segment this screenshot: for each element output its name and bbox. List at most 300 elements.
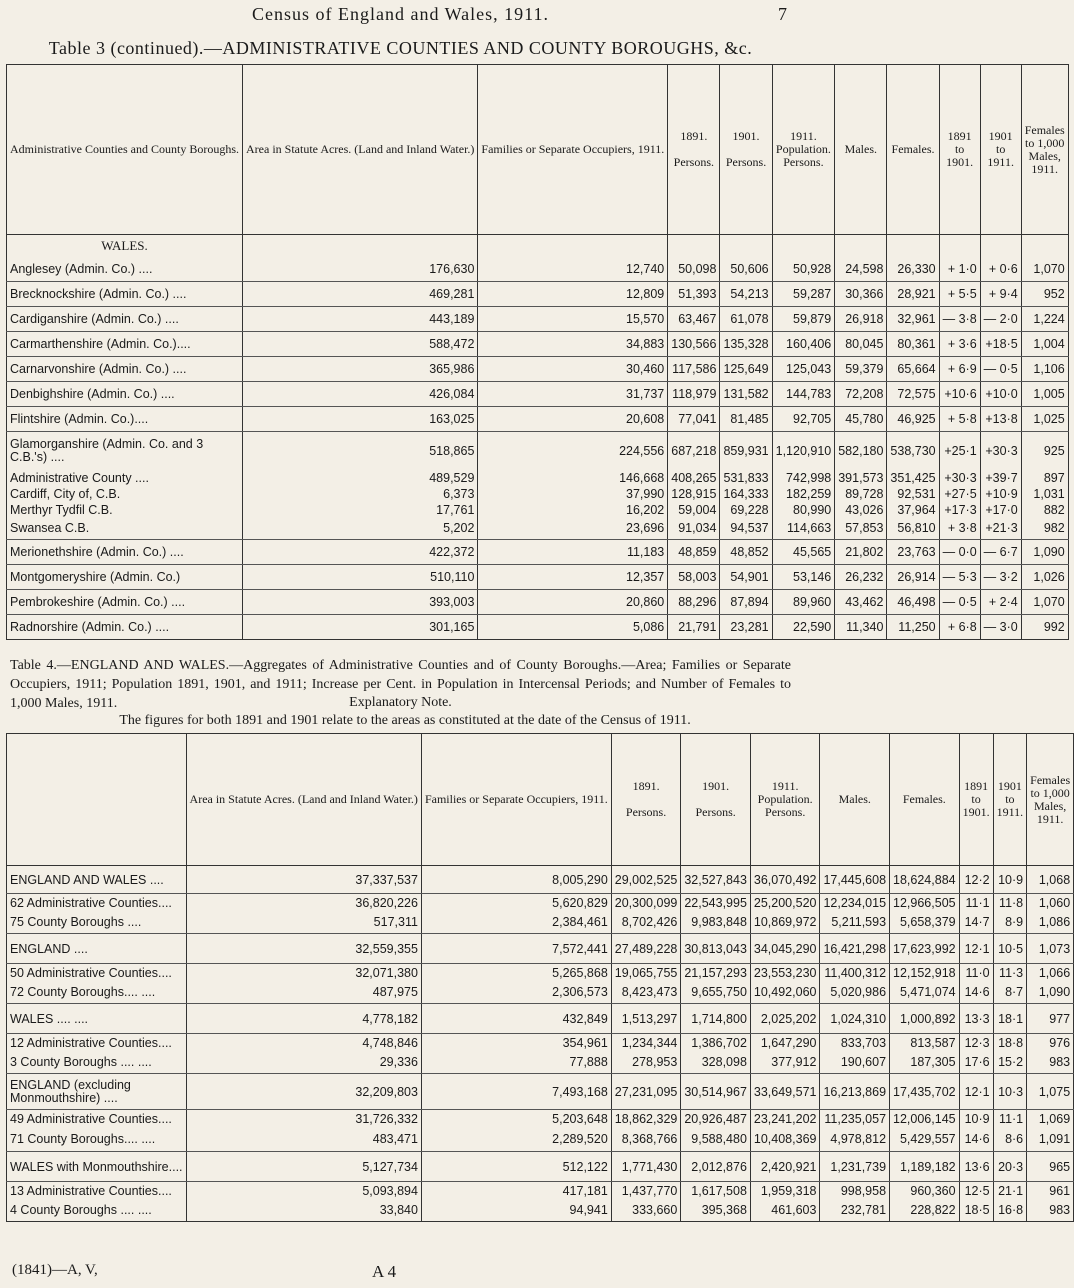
cell-value: 1,075 (1027, 1074, 1074, 1110)
cell-value: 117,586 (668, 357, 720, 382)
table-row (7, 486, 1069, 502)
cell-value: +10·6 (939, 382, 980, 407)
row-label: 13 Administrative Counties.... (7, 1182, 187, 1200)
cell-value: 10·9 (993, 866, 1027, 894)
cell-value: 20·3 (993, 1152, 1027, 1182)
cell-value: 469,281 (243, 282, 478, 307)
cell-value: 23,281 (720, 615, 772, 640)
cell-value: 2,012,876 (681, 1152, 751, 1182)
cell-value: 59,379 (835, 357, 887, 382)
cell-value: 144,783 (772, 382, 835, 407)
cell-value: 130,566 (668, 332, 720, 357)
cell-value: 34,883 (478, 332, 668, 357)
cell-value: 32,961 (887, 307, 939, 332)
row-label: 50 Administrative Counties.... (7, 964, 187, 982)
cell-value: 1,004 (1021, 332, 1068, 357)
table-row (7, 1152, 1074, 1182)
cell-value: 10·5 (993, 934, 1027, 964)
table4 (6, 733, 1074, 1222)
cell-value: 164,333 (720, 486, 772, 502)
table-row (7, 357, 1069, 382)
cell-value: 228,822 (890, 1200, 960, 1222)
cell-value: +30·3 (980, 432, 1021, 470)
row-label: ENGLAND AND WALES .... (7, 866, 187, 894)
cell-value: 8·7 (993, 982, 1027, 1004)
cell-value: 10·9 (959, 1110, 993, 1128)
cell-value: 135,328 (720, 332, 772, 357)
cell-value: 897 (1021, 470, 1068, 486)
cell-value: 11·1 (959, 894, 993, 912)
cell-value: 328,098 (681, 1052, 751, 1074)
cell-value: 1,224 (1021, 307, 1068, 332)
cell-value: 14·6 (959, 982, 993, 1004)
cell-value: 114,663 (772, 518, 835, 540)
cell-value: 2,306,573 (421, 982, 611, 1004)
row-label: Denbighshire (Admin. Co.) .... (7, 382, 243, 407)
cell-value: — 0·5 (939, 590, 980, 615)
cell-value: 10,492,060 (750, 982, 820, 1004)
cell-value: 2,420,921 (750, 1152, 820, 1182)
table-row (7, 1110, 1074, 1128)
cell-value: 510,110 (243, 565, 478, 590)
cell-value: 21,157,293 (681, 964, 751, 982)
cell-value: +17·0 (980, 502, 1021, 518)
table-row (7, 540, 1069, 565)
cell-value: 17,623,992 (890, 934, 960, 964)
cell-value: 1,091 (1027, 1128, 1074, 1152)
cell-value: 5,265,868 (421, 964, 611, 982)
table-row (7, 282, 1069, 307)
cell-value: 11,400,312 (820, 964, 890, 982)
cell-value: 2,289,520 (421, 1128, 611, 1152)
cell-value: 45,565 (772, 540, 835, 565)
cell-value: 354,961 (421, 1034, 611, 1052)
cell-value: 278,953 (611, 1052, 681, 1074)
cell-value: 976 (1027, 1034, 1074, 1052)
cell-value: 118,979 (668, 382, 720, 407)
cell-value: 11·1 (993, 1110, 1027, 1128)
t4-head-p2: 1901 to 1911. (993, 734, 1027, 866)
row-label: 49 Administrative Counties.... (7, 1110, 187, 1128)
cell-value: 30,813,043 (681, 934, 751, 964)
cell-value: 1,066 (1027, 964, 1074, 982)
cell-value: 72,575 (887, 382, 939, 407)
cell-value: — 0·5 (980, 357, 1021, 382)
table-row (7, 470, 1069, 486)
cell-value: 23,763 (887, 540, 939, 565)
cell-value: 16,202 (478, 502, 668, 518)
cell-value: +39·7 (980, 470, 1021, 486)
cell-value: 23,241,202 (750, 1110, 820, 1128)
cell-value: 1,231,739 (820, 1152, 890, 1182)
row-label: Administrative County .... (7, 470, 243, 486)
row-label: Flintshire (Admin. Co.).... (7, 407, 243, 432)
cell-value: 87,894 (720, 590, 772, 615)
cell-value: 859,931 (720, 432, 772, 470)
table-row (7, 432, 1069, 470)
t3-head-area: Area in Statute Acres. (Land and Inland Water.) (243, 65, 478, 235)
cell-value: 687,218 (668, 432, 720, 470)
table-row (7, 565, 1069, 590)
cell-value: 125,043 (772, 357, 835, 382)
cell-value: + 2·4 (980, 590, 1021, 615)
cell-value: 983 (1027, 1200, 1074, 1222)
cell-value: — 2·0 (980, 307, 1021, 332)
cell-value: 63,467 (668, 307, 720, 332)
cell-value: 146,668 (478, 470, 668, 486)
cell-value: 14·7 (959, 912, 993, 934)
t3-head-1901: 1901. Persons. (720, 65, 772, 235)
table-row (7, 1200, 1074, 1222)
cell-value: +21·3 (980, 518, 1021, 540)
row-label: 75 County Boroughs .... (7, 912, 187, 934)
cell-value: 32,559,355 (186, 934, 421, 964)
cell-value: 31,737 (478, 382, 668, 407)
cell-value: 34,045,290 (750, 934, 820, 964)
cell-value: +27·5 (939, 486, 980, 502)
cell-value: 190,607 (820, 1052, 890, 1074)
row-label: Glamorganshire (Admin. Co. and 3 C.B.'s) .... (7, 432, 243, 470)
cell-value: 5,658,379 (890, 912, 960, 934)
cell-value: 12,809 (478, 282, 668, 307)
cell-value: 4,778,182 (186, 1004, 421, 1034)
cell-value: 80,990 (772, 502, 835, 518)
cell-value: 4,748,846 (186, 1034, 421, 1052)
cell-value: 992 (1021, 615, 1068, 640)
cell-value: 20,608 (478, 407, 668, 432)
cell-value: 18·1 (993, 1004, 1027, 1034)
cell-value: — 3·8 (939, 307, 980, 332)
cell-value: 12·3 (959, 1034, 993, 1052)
cell-value: 1,031 (1021, 486, 1068, 502)
cell-value: 8,005,290 (421, 866, 611, 894)
table-row (7, 982, 1074, 1004)
cell-value: 8,368,766 (611, 1128, 681, 1152)
row-label: ENGLAND .... (7, 934, 187, 964)
cell-value: 21,791 (668, 615, 720, 640)
cell-value: 30,366 (835, 282, 887, 307)
cell-value: 48,859 (668, 540, 720, 565)
cell-value: +13·8 (980, 407, 1021, 432)
table-row (7, 307, 1069, 332)
row-label: 4 County Boroughs .... .... (7, 1200, 187, 1222)
cell-value: 48,852 (720, 540, 772, 565)
cell-value: 461,603 (750, 1200, 820, 1222)
cell-value: +10·9 (980, 486, 1021, 502)
cell-value: 58,003 (668, 565, 720, 590)
cell-value: 2,384,461 (421, 912, 611, 934)
cell-value: 11·3 (993, 964, 1027, 982)
cell-value: 18,624,884 (890, 866, 960, 894)
table-row (7, 912, 1074, 934)
cell-value: 59,287 (772, 282, 835, 307)
cell-value: 408,265 (668, 470, 720, 486)
cell-value: 54,213 (720, 282, 772, 307)
cell-value: 11·8 (993, 894, 1027, 912)
t3-head-females: Females. (887, 65, 939, 235)
t4-head-1891: 1891. Persons. (611, 734, 681, 866)
cell-value: 8·6 (993, 1128, 1027, 1152)
row-label: Anglesey (Admin. Co.) .... (7, 257, 243, 282)
cell-value: 24,598 (835, 257, 887, 282)
cell-value: 77,041 (668, 407, 720, 432)
cell-value: 163,025 (243, 407, 478, 432)
cell-value: 232,781 (820, 1200, 890, 1222)
cell-value: 13·3 (959, 1004, 993, 1034)
cell-value: 1,437,770 (611, 1182, 681, 1200)
cell-value: 17·6 (959, 1052, 993, 1074)
row-label: Cardiff, City of, C.B. (7, 486, 243, 502)
cell-value: 10,408,369 (750, 1128, 820, 1152)
cell-value: 53,146 (772, 565, 835, 590)
cell-value: 15,570 (478, 307, 668, 332)
cell-value: 51,393 (668, 282, 720, 307)
table-row (7, 1004, 1074, 1034)
cell-value: 20,926,487 (681, 1110, 751, 1128)
cell-value: 14·6 (959, 1128, 993, 1152)
cell-value: 17,761 (243, 502, 478, 518)
cell-value: 94,537 (720, 518, 772, 540)
cell-value: 426,084 (243, 382, 478, 407)
cell-value: 10,869,972 (750, 912, 820, 934)
cell-value: 965 (1027, 1152, 1074, 1182)
cell-value: +18·5 (980, 332, 1021, 357)
cell-value: 36,070,492 (750, 866, 820, 894)
cell-value: 91,034 (668, 518, 720, 540)
cell-value: 393,003 (243, 590, 478, 615)
cell-value: 1,189,182 (890, 1152, 960, 1182)
cell-value: 26,330 (887, 257, 939, 282)
cell-value: + 0·6 (980, 257, 1021, 282)
cell-value: 960,360 (890, 1182, 960, 1200)
cell-value: + 3·8 (939, 518, 980, 540)
table-row (7, 332, 1069, 357)
cell-value: 1,060 (1027, 894, 1074, 912)
cell-value: 1,647,290 (750, 1034, 820, 1052)
cell-value: 487,975 (186, 982, 421, 1004)
t3-head-females-per-1000: Females to 1,000 Males, 1911. (1021, 65, 1068, 235)
cell-value: 1,025 (1021, 407, 1068, 432)
cell-value: 12,357 (478, 565, 668, 590)
t3-head-families: Families or Separate Occupiers, 1911. (478, 65, 668, 235)
t4-head-name (7, 734, 187, 866)
cell-value: 1,005 (1021, 382, 1068, 407)
cell-value: 36,820,226 (186, 894, 421, 912)
cell-value: 13·6 (959, 1152, 993, 1182)
cell-value: 10·3 (993, 1074, 1027, 1110)
cell-value: 160,406 (772, 332, 835, 357)
cell-value: 8,702,426 (611, 912, 681, 934)
cell-value: 57,853 (835, 518, 887, 540)
footer-signature: A 4 (372, 1262, 397, 1281)
cell-value: +17·3 (939, 502, 980, 518)
cell-value: 17,445,608 (820, 866, 890, 894)
cell-value: 952 (1021, 282, 1068, 307)
table-row (7, 1052, 1074, 1074)
cell-value: — 0·0 (939, 540, 980, 565)
table-row (7, 964, 1074, 982)
cell-value: 1,070 (1021, 257, 1068, 282)
table-row (7, 590, 1069, 615)
table-row (7, 1074, 1074, 1110)
cell-value: 1,771,430 (611, 1152, 681, 1182)
cell-value: 742,998 (772, 470, 835, 486)
cell-value: 9,655,750 (681, 982, 751, 1004)
row-label: WALES .... .... (7, 1004, 187, 1034)
cell-value: 12·1 (959, 934, 993, 964)
table3-title: Table 3 (continued).—ADMINISTRATIVE COUNTIES AND COUNTY BOROUGHS, &c. (48, 38, 753, 58)
cell-value: 69,228 (720, 502, 772, 518)
row-label: Montgomeryshire (Admin. Co.) (7, 565, 243, 590)
table3 (6, 64, 1069, 640)
cell-value: 377,912 (750, 1052, 820, 1074)
cell-value: 365,986 (243, 357, 478, 382)
cell-value: 982 (1021, 518, 1068, 540)
row-label: Radnorshire (Admin. Co.) .... (7, 615, 243, 640)
cell-value: 417,181 (421, 1182, 611, 1200)
cell-value: 833,703 (820, 1034, 890, 1052)
cell-value: +30·3 (939, 470, 980, 486)
cell-value: 18,862,329 (611, 1110, 681, 1128)
t4-head-females-per-1000: Females to 1,000 Males, 1911. (1027, 734, 1074, 866)
cell-value: + 1·0 (939, 257, 980, 282)
cell-value: 26,914 (887, 565, 939, 590)
cell-value: 12,966,505 (890, 894, 960, 912)
table4-note-title: Explanatory Note. (349, 695, 452, 710)
cell-value: 16,421,298 (820, 934, 890, 964)
cell-value: 29,336 (186, 1052, 421, 1074)
cell-value: 128,915 (668, 486, 720, 502)
cell-value: + 9·4 (980, 282, 1021, 307)
cell-value: 1,069 (1027, 1110, 1074, 1128)
cell-value: 43,026 (835, 502, 887, 518)
cell-value: +25·1 (939, 432, 980, 470)
cell-value: — 6·7 (980, 540, 1021, 565)
row-label: Swansea C.B. (7, 518, 243, 540)
cell-value: 1,106 (1021, 357, 1068, 382)
cell-value: +10·0 (980, 382, 1021, 407)
page-number: 7 (778, 4, 787, 24)
cell-value: 301,165 (243, 615, 478, 640)
cell-value: 29,002,525 (611, 866, 681, 894)
cell-value: 5,020,986 (820, 982, 890, 1004)
row-label: 12 Administrative Counties.... (7, 1034, 187, 1052)
cell-value: 32,209,803 (186, 1074, 421, 1110)
cell-value: 131,582 (720, 382, 772, 407)
cell-value: 333,660 (611, 1200, 681, 1222)
cell-value: 59,004 (668, 502, 720, 518)
t4-head-females: Females. (890, 734, 960, 866)
cell-value: 5,086 (478, 615, 668, 640)
cell-value: 28,921 (887, 282, 939, 307)
cell-value: 18·8 (993, 1034, 1027, 1052)
row-label: 62 Administrative Counties.... (7, 894, 187, 912)
cell-value: 1,086 (1027, 912, 1074, 934)
cell-value: 15·2 (993, 1052, 1027, 1074)
table4-note: The figures for both 1891 and 1901 relate to the areas as constituted at the date of the Census of 1911. (119, 713, 691, 728)
t4-head-males: Males. (820, 734, 890, 866)
row-label: Merthyr Tydfil C.B. (7, 502, 243, 518)
cell-value: 16,213,869 (820, 1074, 890, 1110)
cell-value: 26,232 (835, 565, 887, 590)
cell-value: 7,572,441 (421, 934, 611, 964)
cell-value: 22,543,995 (681, 894, 751, 912)
cell-value: 89,960 (772, 590, 835, 615)
table-row (7, 866, 1074, 894)
cell-value: 27,231,095 (611, 1074, 681, 1110)
cell-value: 5,093,894 (186, 1182, 421, 1200)
cell-value: 21,802 (835, 540, 887, 565)
cell-value: 483,471 (186, 1128, 421, 1152)
row-label: Carmarthenshire (Admin. Co.).... (7, 332, 243, 357)
cell-value: 89,728 (835, 486, 887, 502)
t3-head-1911-persons: 1911. Population. Persons. (772, 65, 835, 235)
cell-value: + 5·8 (939, 407, 980, 432)
cell-value: 1,386,702 (681, 1034, 751, 1052)
cell-value: 37,990 (478, 486, 668, 502)
cell-value: — 5·3 (939, 565, 980, 590)
cell-value: + 6·8 (939, 615, 980, 640)
t4-head-1911-persons: 1911. Population. Persons. (750, 734, 820, 866)
cell-value: 517,311 (186, 912, 421, 934)
cell-value: 12·5 (959, 1182, 993, 1200)
cell-value: 88,296 (668, 590, 720, 615)
cell-value: 92,531 (887, 486, 939, 502)
cell-value: 5,203,648 (421, 1110, 611, 1128)
table-row (7, 407, 1069, 432)
t3-section-wales: WALES. (7, 235, 243, 257)
table-row (7, 502, 1069, 518)
cell-value: 1,959,318 (750, 1182, 820, 1200)
cell-value: 12,152,918 (890, 964, 960, 982)
cell-value: 45,780 (835, 407, 887, 432)
cell-value: 72,208 (835, 382, 887, 407)
cell-value: 176,630 (243, 257, 478, 282)
cell-value: 27,489,228 (611, 934, 681, 964)
t4-head-p1: 1891 to 1901. (959, 734, 993, 866)
cell-value: 8,423,473 (611, 982, 681, 1004)
cell-value: 925 (1021, 432, 1068, 470)
cell-value: 46,498 (887, 590, 939, 615)
table-row (7, 257, 1069, 282)
row-label: WALES with Monmouthshire.... (7, 1152, 187, 1182)
cell-value: + 3·6 (939, 332, 980, 357)
cell-value: 582,180 (835, 432, 887, 470)
t3-head-p1: 1891 to 1901. (939, 65, 980, 235)
cell-value: 5,471,074 (890, 982, 960, 1004)
cell-value: 5,202 (243, 518, 478, 540)
cell-value: 187,305 (890, 1052, 960, 1074)
cell-value: 512,122 (421, 1152, 611, 1182)
cell-value: 12,740 (478, 257, 668, 282)
cell-value: 16·8 (993, 1200, 1027, 1222)
table-row (7, 615, 1069, 640)
cell-value: 50,606 (720, 257, 772, 282)
row-label: 72 County Boroughs.... .... (7, 982, 187, 1004)
cell-value: 1,234,344 (611, 1034, 681, 1052)
row-label: Merionethshire (Admin. Co.) .... (7, 540, 243, 565)
cell-value: 5,620,829 (421, 894, 611, 912)
table-row (7, 1034, 1074, 1052)
row-label: 71 County Boroughs.... .... (7, 1128, 187, 1152)
cell-value: 4,978,812 (820, 1128, 890, 1152)
t4-head-1901: 1901. Persons. (681, 734, 751, 866)
cell-value: 998,958 (820, 1182, 890, 1200)
cell-value: 43,462 (835, 590, 887, 615)
cell-value: 8·9 (993, 912, 1027, 934)
cell-value: 32,527,843 (681, 866, 751, 894)
table-row (7, 934, 1074, 964)
